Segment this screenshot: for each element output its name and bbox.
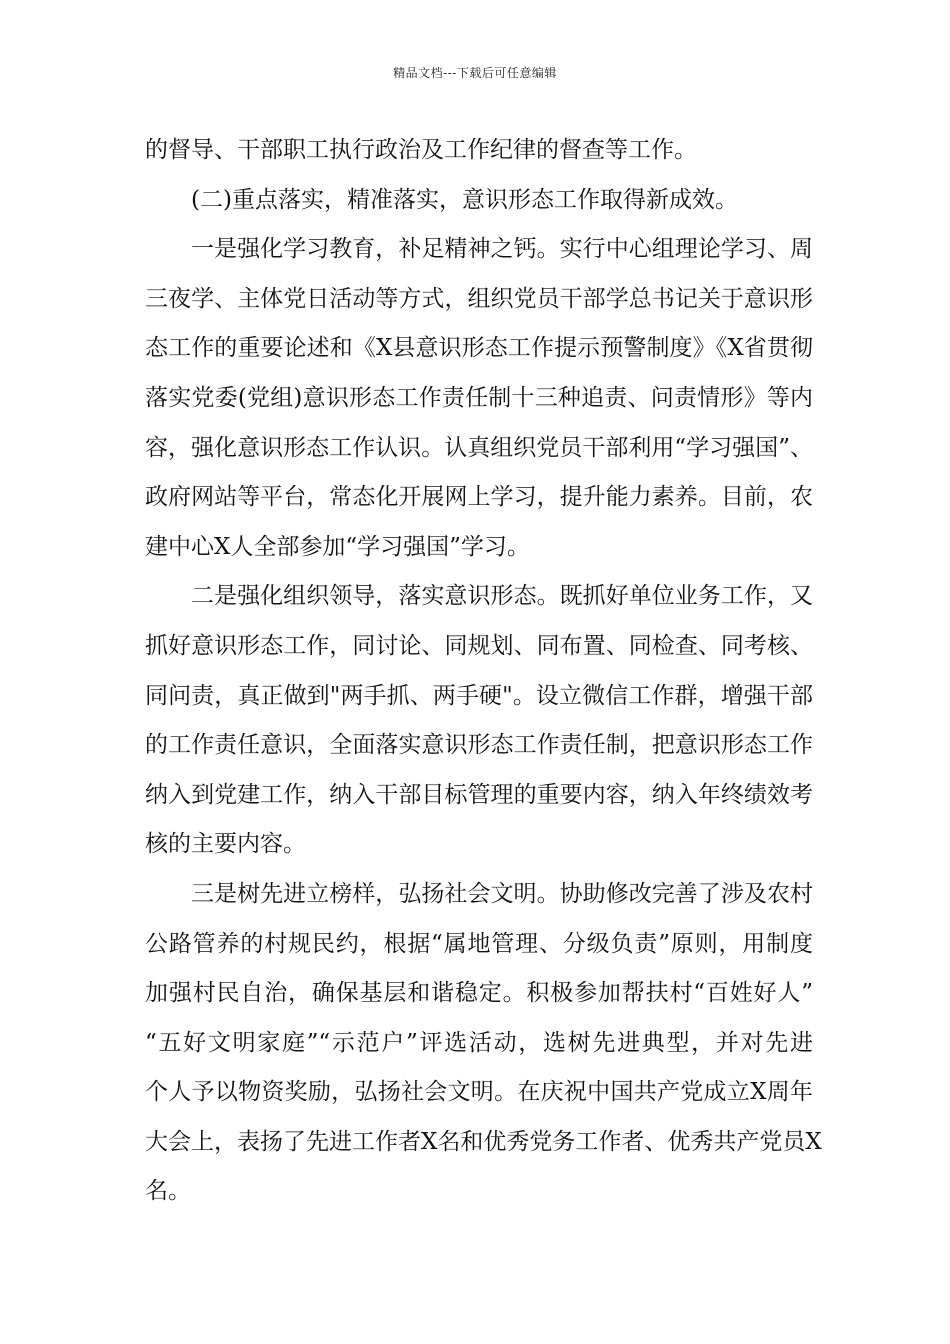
text-line: 三是树先进立榜样，弘扬社会文明。协助修改完善了涉及农村: [191, 880, 813, 907]
text-line: 同问责，真正做到"两手抓、两手硬"。设立微信工作群，增强干部: [145, 682, 813, 709]
text-line: 公路管养的村规民约，根据“属地管理、分级负责”原则，用制度: [145, 930, 813, 957]
page-header: 精品文档---下载后可任意编辑: [393, 66, 557, 80]
text-line: 二是强化组织领导，落实意识形态。既抓好单位业务工作，又: [191, 583, 813, 610]
text-line: 落实党委(党组)意识形态工作责任制十三种追责、问责情形》等内: [145, 384, 813, 411]
text-line: 一是强化学习教育，补足精神之钙。实行中心组理论学习、周: [191, 236, 813, 263]
text-line: 的督导、干部职工执行政治及工作纪律的督查等工作。: [145, 137, 697, 163]
text-line: 核的主要内容。: [145, 831, 306, 858]
text-line: 个人予以物资奖励，弘扬社会文明。在庆祝中国共产党成立X周年: [145, 1079, 813, 1106]
text-line: 抓好意识形态工作，同讨论、同规划、同布置、同检查、同考核、: [145, 632, 813, 659]
text-line: 三夜学、主体党日活动等方式，组织党员干部学总书记关于意识形: [145, 285, 813, 312]
document-body: [145, 126, 822, 1217]
text-line: 名。: [145, 1178, 191, 1205]
text-line: 容，强化意识形态工作认识。认真组织党员干部利用“学习强国”、: [145, 434, 813, 461]
text-line: 纳入到党建工作，纳入干部目标管理的重要内容，纳入年终绩效考: [145, 781, 813, 808]
text-line: 政府网站等平台，常态化开展网上学习，提升能力素养。目前，农: [145, 484, 813, 511]
text-line: 大会上，表扬了先进工作者X名和优秀党务工作者、优秀共产党员X: [145, 1128, 822, 1155]
text-line: 的工作责任意识，全面落实意识形态工作责任制，把意识形态工作: [145, 732, 813, 759]
text-line: (二)重点落实，精准落实，意识形态工作取得新成效。: [191, 186, 738, 213]
text-line: 加强村民自治，确保基层和谐稳定。积极参加帮扶村“百姓好人”: [145, 980, 813, 1007]
text-line: 态工作的重要论述和《X县意识形态工作提示预警制度》《X省贯彻: [145, 335, 813, 362]
text-line: “五好文明家庭”“示范户”评选活动，选树先进典型，并对先进: [145, 1029, 813, 1056]
text-line: 建中心X人全部参加“学习强国”学习。: [145, 533, 530, 560]
